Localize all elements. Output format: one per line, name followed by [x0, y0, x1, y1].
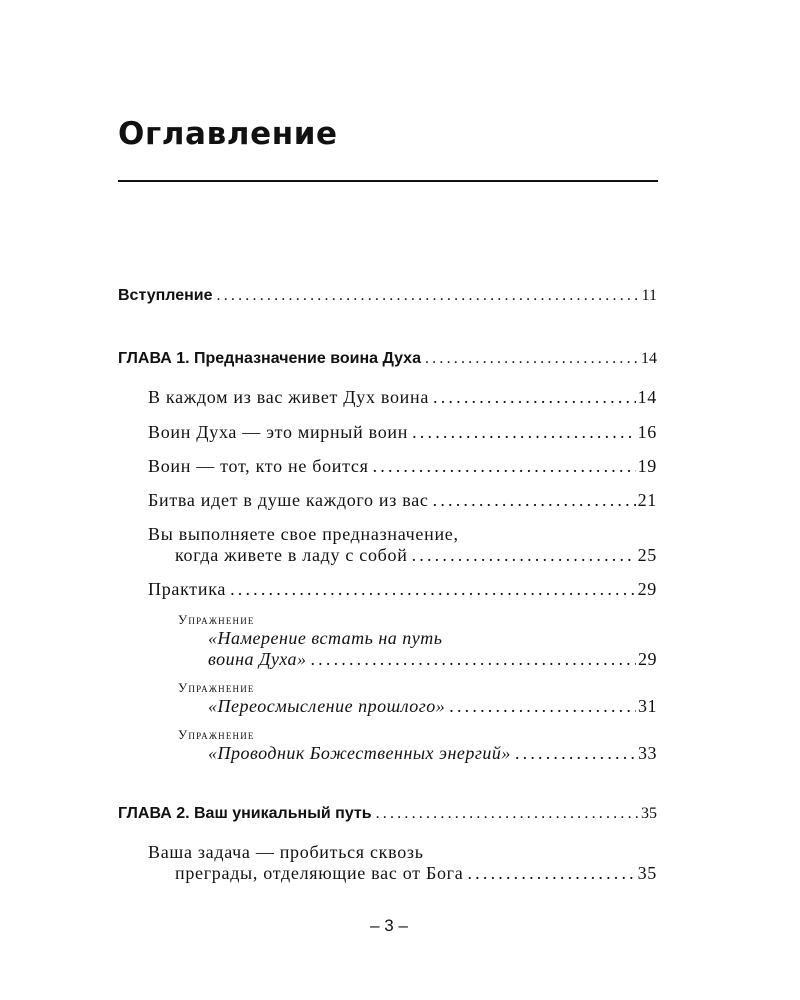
toc-entry-section[interactable] [175, 863, 657, 884]
toc-entry-chapter-1[interactable] [118, 350, 657, 368]
toc-entry-label: ГЛАВА 1. Предназначение воина Духа [118, 350, 421, 367]
toc-entry-label: когда живете в ладу с собой [175, 545, 408, 565]
page-number: – 3 – [370, 916, 408, 935]
leader-dots [433, 387, 636, 408]
exercise-kicker: Упражнение [178, 680, 255, 695]
toc-entry-exercise[interactable] [208, 649, 657, 670]
toc-entry-introduction[interactable] [118, 287, 657, 305]
toc-entry-label: преграды, отделяющие вас от Бога [175, 863, 464, 883]
exercise-kicker: Упражнение [178, 727, 255, 742]
toc-entry-page: 33 [638, 743, 657, 763]
leader-dots [376, 805, 639, 823]
toc-entry-page: 11 [641, 287, 657, 304]
toc-entry-section[interactable] [148, 490, 657, 511]
toc-entry-page: 16 [637, 422, 657, 442]
toc-entry-section[interactable] [148, 387, 657, 408]
leader-dots [412, 422, 636, 443]
toc-entry-label-line1: «Намерение встать на путь [208, 628, 443, 648]
toc-entry-page: 35 [637, 863, 657, 883]
leader-dots [412, 545, 636, 566]
toc-entry-label: «Проводник Божественных энергий» [208, 743, 511, 763]
toc-entry-page: 25 [637, 545, 657, 565]
title-rule [118, 180, 658, 182]
toc-entry-section[interactable] [148, 456, 657, 477]
toc-entry-exercise[interactable] [208, 696, 657, 717]
toc-entry-page: 29 [637, 579, 657, 599]
toc-entry-page: 14 [641, 350, 657, 367]
toc-entry-exercise[interactable] [208, 743, 657, 764]
toc-entry-label: Практика [148, 579, 227, 599]
leader-dots [449, 696, 636, 717]
leader-dots [310, 649, 636, 670]
toc-entry-page: 19 [637, 456, 657, 476]
toc-entry-label: Воин — тот, кто не боится [148, 456, 369, 476]
leader-dots [467, 863, 635, 884]
toc-entry-label: В каждом из вас живет Дух воина [148, 387, 430, 407]
toc-entry-label: Вступление [118, 287, 213, 304]
leader-dots [425, 350, 639, 368]
toc-entry-page: 21 [637, 490, 657, 510]
toc-entry-chapter-2[interactable] [118, 805, 657, 823]
toc-entry-label: Воин Духа — это мирный воин [148, 422, 409, 442]
toc-entry-page: 31 [638, 696, 657, 716]
leader-dots [230, 579, 636, 600]
toc-entry-section[interactable] [175, 545, 657, 566]
toc-entry-page: 29 [638, 649, 657, 669]
leader-dots [373, 456, 636, 477]
toc-entry-practice[interactable] [148, 579, 657, 600]
toc-entry-page: 14 [637, 387, 657, 407]
toc-entry-label: ГЛАВА 2. Ваш уникальный путь [118, 805, 372, 822]
toc-entry-label: воина Духа» [208, 649, 307, 669]
toc-entry-label: «Переосмысление прошлого» [208, 696, 446, 716]
page-title: Оглавление [118, 116, 338, 152]
leader-dots [515, 743, 636, 764]
exercise-kicker: Упражнение [178, 612, 255, 627]
leader-dots [217, 287, 640, 305]
leader-dots [433, 490, 636, 511]
toc-entry-section[interactable] [148, 422, 657, 443]
toc-entry-page: 35 [641, 805, 657, 822]
toc-entry-label-line1: Ваша задача — пробиться сквозь [148, 842, 424, 862]
toc-entry-label: Битва идет в душе каждого из вас [148, 490, 429, 510]
toc-entry-label-line1: Вы выполняете свое предназначение, [148, 524, 459, 544]
